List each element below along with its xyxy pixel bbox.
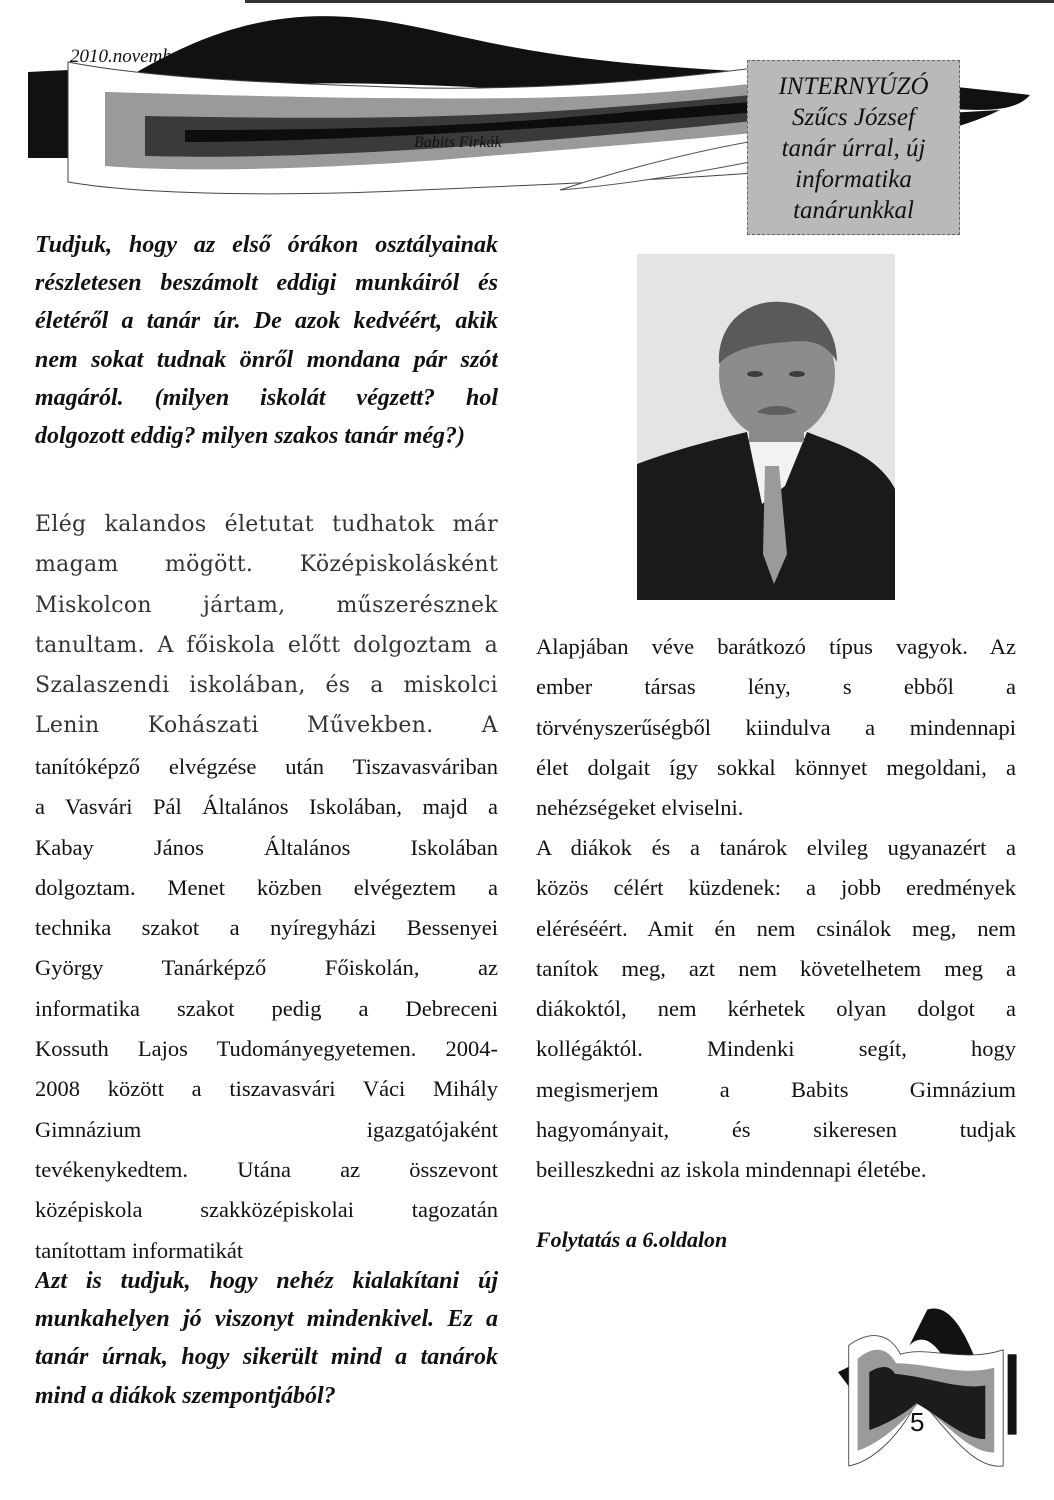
text-line: közös célért küzdenek: a jobb eredmények bbox=[536, 875, 1016, 901]
text-line: Elég kalandos életutat tudhatok már bbox=[35, 512, 498, 537]
text-line: magáról. (milyen iskolát végzett? hol bbox=[35, 384, 498, 411]
text-line: informatika szakot pedig a Debreceni bbox=[35, 995, 498, 1021]
text-line: diákoktól, nem kérhetek olyan dolgot a bbox=[536, 996, 1016, 1022]
text-line: Miskolcon jártam, műszerésznek bbox=[35, 592, 498, 618]
interview-answer-2a bbox=[536, 627, 1016, 828]
text-line: megismerjem a Babits Gimnázium bbox=[536, 1076, 1016, 1102]
text-line: kollégáktól. Mindenki segít, hogy bbox=[536, 1036, 1016, 1062]
text-line: tevékenykedtem. Utána az összevont bbox=[35, 1156, 498, 1182]
text-line: beilleszkedni az iskola mindennapi életébe. bbox=[536, 1157, 927, 1183]
text-line: tanultam. A főiskola előtt dolgoztam a bbox=[35, 632, 498, 658]
text-line: Azt is tudjuk, hogy nehéz kialakítani új bbox=[35, 1268, 498, 1294]
interview-question-1 bbox=[35, 226, 498, 455]
interview-answer-2b bbox=[536, 828, 1016, 1191]
text-line: tanítottam informatikát bbox=[35, 1237, 244, 1263]
text-line: 2008 között a tiszavasvári Váci Mihály bbox=[35, 1076, 498, 1102]
title-line: informatika bbox=[795, 166, 912, 193]
text-line: élet dolgait így sokkal könnyet megoldani, a bbox=[536, 754, 1016, 780]
issue-date: 2010.november bbox=[70, 46, 188, 67]
text-line: Gimnázium igazgatójaként bbox=[35, 1116, 498, 1142]
text-line: Alapjában véve barátkozó típus vagyok. Az bbox=[536, 634, 1016, 659]
continuation-note: Folytatás a 6.oldalon bbox=[536, 1227, 728, 1252]
text-line: György Tanárképző Főiskolán, az bbox=[35, 955, 498, 981]
teacher-portrait-photo bbox=[637, 254, 895, 600]
page-number: 5 bbox=[910, 1407, 925, 1437]
text-line: mind a diákok szempontjából? bbox=[35, 1382, 336, 1409]
interview-question-2 bbox=[35, 1262, 498, 1415]
text-line: Kossuth Lajos Tudományegyetemen. 2004- bbox=[35, 1036, 498, 1062]
title-line: tanárunkkal bbox=[793, 197, 914, 224]
text-line: tanár úrnak, hogy sikerült mind a tanárok bbox=[35, 1344, 498, 1371]
title-line: tanár úrral, új bbox=[781, 135, 926, 162]
title-line: INTERNYÚZÓ bbox=[778, 73, 929, 100]
text-line: ember társas lény, s ebből a bbox=[536, 674, 1016, 700]
text-line: középiskola szakközépiskolai tagozatán bbox=[35, 1197, 498, 1223]
issue-volume: XVIII.évfolyam 1.szám bbox=[342, 52, 519, 73]
interview-answer-1a bbox=[35, 505, 498, 747]
text-line: nem sokat tudnak önről mondana pár szót bbox=[35, 346, 498, 373]
text-line: életéről a tanár úr. De azok kedvéért, akik bbox=[35, 308, 498, 335]
interview-answer-1b bbox=[35, 747, 498, 1271]
text-line: eléréséért. Amit én nem csinálok meg, nem bbox=[536, 915, 1016, 941]
text-line: A diákok és a tanárok elvileg ugyanazért a bbox=[536, 835, 1016, 860]
text-line: Kabay János Általános Iskolában bbox=[35, 834, 498, 860]
text-line: technika szakot a nyíregyházi Bessenyei bbox=[35, 915, 498, 941]
text-line: Tudjuk, hogy az első órákon osztályainak bbox=[35, 232, 498, 258]
article-title-box bbox=[747, 60, 960, 235]
publication-name: Babits Firkák bbox=[414, 134, 502, 151]
text-line: Lenin Kohászati Művekben. A bbox=[35, 713, 498, 739]
text-line: törvényszerűségből kiindulva a mindennapi bbox=[536, 714, 1016, 740]
text-line: nehézségeket elviselni. bbox=[536, 795, 744, 821]
text-line: részletesen beszámolt eddigi munkáiról és bbox=[35, 270, 498, 297]
text-line: tanítóképző elvégzése után Tiszavasváriban bbox=[35, 754, 498, 779]
text-line: dolgoztam. Menet közben elvégeztem a bbox=[35, 874, 498, 900]
portrait-image bbox=[637, 254, 895, 600]
text-line: tanítok meg, azt nem követelhetem meg a bbox=[536, 955, 1016, 981]
page-number-ornament bbox=[838, 1290, 1038, 1490]
text-line: magam mögött. Középiskolásként bbox=[35, 552, 498, 578]
title-line: Szűcs József bbox=[792, 104, 915, 131]
text-line: hagyományait, és sikeresen tudjak bbox=[536, 1117, 1016, 1143]
text-line: munkahelyen jó viszonyt mindenkivel. Ez a bbox=[35, 1306, 498, 1333]
text-line: a Vasvári Pál Általános Iskolában, majd a bbox=[35, 794, 498, 820]
text-line: Szalaszendi iskolában, és a miskolci bbox=[35, 673, 498, 699]
text-line: dolgozott eddig? milyen szakos tanár még?) bbox=[35, 423, 466, 450]
